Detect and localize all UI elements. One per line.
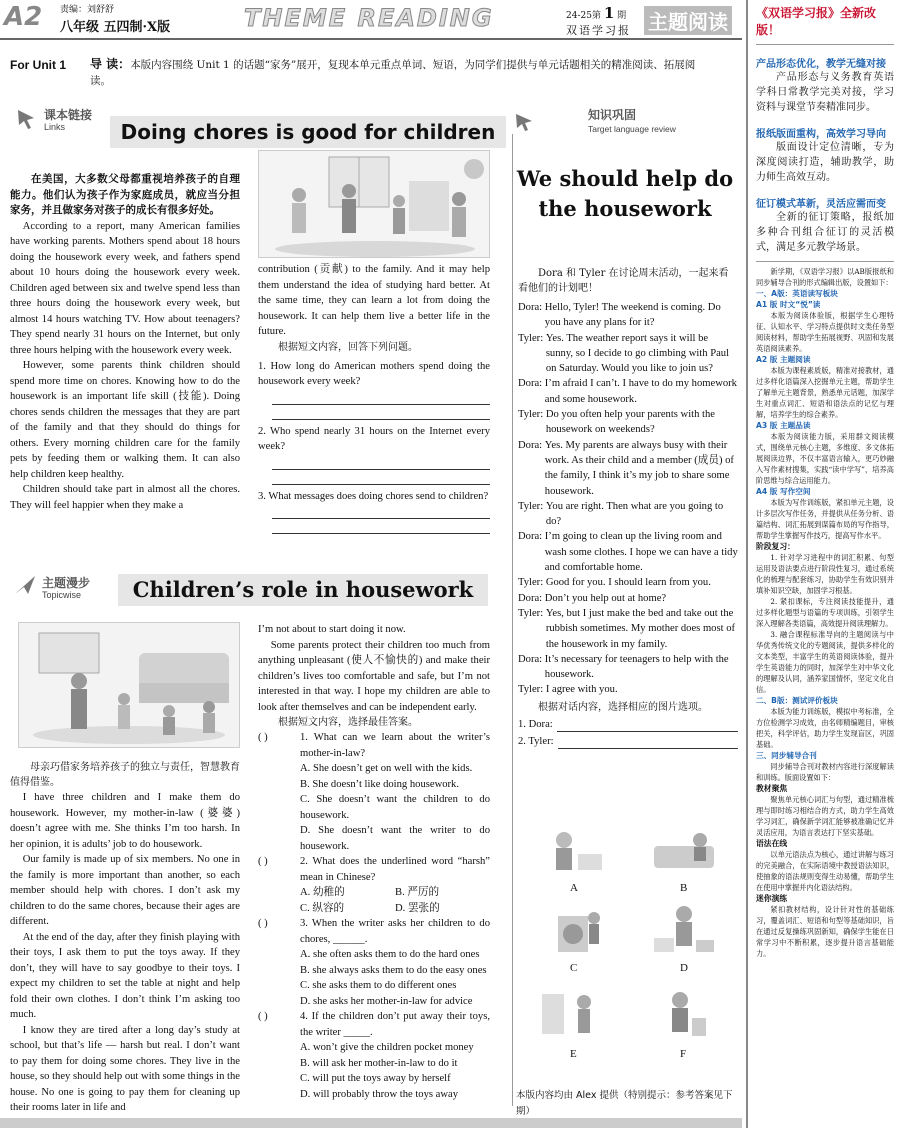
utterance: Good for you. I should learn from you.	[545, 577, 711, 589]
editor-line: 责编：刘舒舒	[60, 5, 115, 15]
sidebar-subheading: 迷你演练	[756, 894, 788, 903]
picture-c[interactable]	[534, 898, 614, 958]
credit-line: 本版内容均由 Alex 提供（特别提示：参考答案见下期）	[516, 1090, 733, 1117]
for-unit-label: For Unit 1	[10, 58, 66, 72]
answer-line[interactable]	[272, 405, 490, 420]
option: D. she asks her mother-in-law for advice	[300, 995, 473, 1007]
issue-num: 1	[603, 4, 615, 22]
utterance: Yes. My parents are always busy with their work. As their child and a member (成员) of the family, I think it’s my job to share some housework.	[544, 439, 734, 497]
sidebar-subheading: 阶段复习：	[756, 542, 795, 551]
article2-para: At the end of the day, after they finish playing with their toys, I ask them to put the toys away. If they don’t, they will have to say goodbye to their toys. I expect my children to set the table at night and help fold their own clothes. I don’t think I’m asking too much.	[10, 931, 240, 1020]
sidebar-heading: 征订模式革新，灵活应需而变	[756, 199, 886, 210]
article1-question	[258, 359, 490, 420]
speaker: Tyler:	[518, 684, 544, 696]
section-sub-links: Links	[44, 122, 66, 132]
footer-bar	[0, 1118, 742, 1128]
paper-name: 双语学习报	[566, 24, 631, 37]
picture-label: A	[570, 882, 578, 894]
option: C. 纵容的	[300, 902, 345, 914]
option-grid	[258, 885, 490, 916]
answer-line[interactable]	[272, 390, 490, 405]
dialog-line	[518, 438, 738, 499]
picture-b[interactable]	[644, 820, 724, 880]
question-text: 1. How long do American mothers spend doing the housework every week?	[258, 360, 490, 387]
article1-summary: 在美国，大多数父母都重视培养孩子的自理能力。他们认为孩子作为家庭成员，就应当分担家务，并且做家务对孩子的成长有很多好处。	[10, 173, 240, 216]
sidebar-subheading: 二、B版：测试评价板块	[756, 696, 838, 705]
dialog-line	[518, 407, 738, 438]
option: D. She doesn’t want the writer to do housework.	[300, 825, 490, 852]
utterance: Yes. The weather report says it will be sunny, so I decide to go climbing with Paul on Saturday. Would you like to join us?	[545, 332, 730, 375]
sidebar-desc: 本版为能力训练版，模拟中考标准，全方位检测学习成效，由名师精编题目，审核把关，科学评估，助力学生发现盲区，巩固基础。	[756, 707, 894, 749]
answer-paren[interactable]: ( )	[258, 732, 268, 743]
picture-label: F	[680, 1048, 687, 1060]
sidebar-desc: 紧扣教材结构，设计针对性的基础练习，覆盖词汇、短语和句型等基础知识，旨在通过反复操练巩固新知，确保学生能在日常学习中不断积累，逐步提升语言基础能力。	[756, 905, 894, 958]
sidebar-desc: 本版为课程素质版，精准对接教材，通过多样化语篇深入挖掘单元主题，帮助学生了解单元主题背景，熟悉单元话题，加深学生对重点词汇、短语和语法点的记忆与理解，培养学生的综合素养。	[756, 366, 894, 419]
sidebar-desc: 2. 紧扣课标，专注阅读技能提升，通过多样化题型与语篇的专项训练，引领学生深入理解各类语篇，高效提升阅读理解力。	[756, 597, 894, 628]
choice-pictures	[520, 816, 730, 1086]
sidebar	[746, 0, 900, 1128]
answer-line[interactable]	[272, 504, 490, 519]
answer-paren[interactable]: ( )	[258, 1011, 268, 1022]
dialog-line	[518, 300, 738, 331]
question-text: 3. What messages does doing chores send to children?	[258, 490, 489, 502]
speaker: Tyler:	[518, 332, 544, 344]
option: B. She doesn’t like doing housework.	[300, 778, 459, 790]
sidebar-subheading: 一、A版：英语读写板块	[756, 289, 838, 298]
dialog-intro: Dora 和 Tyler 在讨论周末活动，一起来看看他们的计划吧！	[518, 268, 729, 294]
sidebar-desc: 3. 融合课程标准导向的主题阅读与中华优秀传统文化的专题阅读，提供多样化的文本类型，丰富学生的英语阅读体验，提升学生英语能力的同时，加深学生对中华文化的理解及认同，涵养家国情怀，坚定文化自信。	[756, 630, 894, 694]
masthead	[0, 0, 742, 40]
picture-label: B	[680, 882, 688, 894]
page-number: A2	[4, 2, 43, 32]
sidebar-text: 产品形态与义务教育英语学科日常教学完美对接，学习资料与课堂节奏精准同步。	[756, 72, 894, 113]
picture-label: C	[570, 962, 578, 974]
children-chores-illustration	[18, 622, 240, 748]
utterance: Hello, Tyler! The weekend is coming. Do you have any plans for it?	[544, 302, 721, 329]
question-stem: 4. If the children don’t put away their toys, the writer _____.	[300, 1011, 490, 1038]
dialog-line	[518, 591, 738, 606]
option: B. will ask her mother-in-law to do it	[300, 1057, 458, 1069]
intro-label: 导 读：	[90, 57, 131, 71]
article1-question	[258, 489, 490, 535]
option: B. she always asks them to do the easy ones	[300, 964, 487, 976]
picture-f[interactable]	[644, 984, 724, 1044]
speaker: Dora:	[518, 653, 543, 665]
answer-label: 1. Dora:	[518, 718, 553, 730]
mc-question	[258, 730, 490, 761]
sidebar-subheading: A3 版 主题品读	[756, 421, 811, 430]
option: A. 幼稚的	[300, 887, 345, 898]
option: B. 严厉的	[395, 887, 440, 898]
option: D. will probably throw the toys away	[300, 1088, 458, 1100]
speaker: Dora:	[518, 378, 543, 390]
picture-d[interactable]	[644, 898, 724, 958]
sidebar-intro: 新学期，《双语学习报》以AB版报纸和同步辅导合刊的形式编辑出版，设置如下：	[756, 267, 894, 287]
question-stem: 1. What can we learn about the writer’s mother-in-law?	[300, 732, 490, 759]
mc-question	[258, 916, 490, 947]
question-text: 2. Who spend nearly 31 hours on the Internet every week?	[258, 425, 490, 452]
family-chores-illustration	[258, 150, 490, 258]
answer-line[interactable]	[272, 470, 490, 485]
sidebar-subheading: A4 版 写作空间	[756, 487, 811, 496]
sidebar-desc: 聚焦单元核心词汇与句型，通过精准梳理与即时练习相结合的方式，助力学生高效学习词汇，确保新学词汇能够被准确记忆并灵活应用，为语言表达打下坚实基础。	[756, 795, 894, 837]
article1-question	[258, 424, 490, 485]
article2-summary: 母亲巧借家务培养孩子的独立与责任，智慧教育值得借鉴。	[10, 762, 240, 788]
answer-line[interactable]	[558, 734, 738, 749]
article2-right-column	[258, 622, 490, 1102]
sidebar-subheading: 语法在线	[756, 839, 788, 848]
sidebar-desc: 本版为阅读能力版，采用群文阅读模式，围绕单元核心主题，多维度、多文体拓展阅读边界，不仅丰富语言输入，更巧妙融入写作素材搜集，实践“读中学写”，培养高阶思维与综合运用能力。	[756, 432, 894, 485]
sidebar-desc: 1. 针对学习进程中的词汇积累、句型运用及语法要点进行阶段性复习，通过系统化的梳理与配套练习，协助学生有效识别并填补知识空缺，加固学习根基。	[756, 553, 894, 595]
dialog-line	[518, 682, 738, 697]
sidebar-subheading: A2 版 主题阅读	[756, 355, 811, 364]
article2-para: I have three children and I make them do housework. However, my mother-in-law (婆婆) doesn’t agree with me. She thinks I’m too harsh. In her opinion, it is adults’ job to do housework.	[10, 792, 240, 850]
review-icon	[514, 110, 536, 132]
sidebar-subheading: 三、同步辅导合刊	[756, 751, 817, 760]
sidebar-title: 《双语学习报》全新改版！	[756, 4, 894, 45]
sidebar-desc: 同步辅导合刊对教材内容进行深度解读和训练。版面设置如下：	[756, 762, 894, 782]
speaker: Tyler:	[518, 607, 544, 619]
dialog-line	[518, 499, 738, 530]
dialog-line	[518, 606, 738, 652]
sidebar-desc: 本版为写作训练版，紧扣单元主题，设计多层次写作任务，并提供从任务分析、语篇结构、词汇拓展到谋篇布局的写作指导，帮助学生掌握写作技巧，提高写作水平。	[756, 498, 894, 540]
speaker: Tyler:	[518, 577, 544, 589]
utterance: I’m going to clean up the living room and wash some clothes. I hope we can have a tidy and comfortable home.	[544, 531, 738, 574]
issue-suffix: 期	[617, 11, 627, 21]
picture-e[interactable]	[534, 984, 614, 1044]
dialog-line	[518, 376, 738, 407]
dialog-line	[518, 575, 738, 590]
sidebar-text: 版面设计定位清晰，专为深度阅读打造，辅助教学，助力师生高效互动。	[756, 142, 894, 183]
article2-left-column	[10, 760, 240, 1116]
section-tag-links: 课本链接	[44, 108, 93, 122]
dialog-line	[518, 529, 738, 575]
article1-para: Children should take part in almost all the chores. They will feel happier when they make a	[10, 484, 240, 511]
article2-instruction: 根据短文内容，选择最佳答案。	[278, 717, 418, 728]
utterance: You are right. Then what are you going to do?	[545, 500, 724, 528]
section-sub-topicwise: Topicwise	[42, 590, 82, 600]
utterance: Yes, but I just make the bed and take out the rubbish sometimes. My mother does most of the housework in my family.	[545, 607, 736, 650]
mc-question	[258, 854, 490, 885]
issue-prefix: 24-25第	[566, 11, 601, 21]
speaker: Tyler:	[518, 500, 544, 512]
option: C. She doesn’t want the children to do housework.	[300, 794, 490, 821]
intro-text	[90, 56, 710, 89]
question-stem: 3. When the writer asks her children to do chores, ______.	[300, 918, 490, 945]
article-title-1: Doing chores is good for children	[110, 116, 506, 148]
sidebar-heading: 报纸版面重构，高效学习导向	[756, 129, 886, 140]
sidebar-heading: 产品形态优化，教学无缝对接	[756, 59, 886, 70]
intro-body: 本版内容围绕 Unit 1 的话题“家务”展开，复现本单元重点单词、短语，为同学们提供与单元话题相关的精准阅读、拓展阅读。	[90, 59, 696, 87]
article1-para: However, some parents think children should spend more time on chores. Knowing how to do the housework is an important life skill (技能). Doing chores sends children the messages that they are part of the family and that they should do things for others. Every morning children care for the family pets by feeding them or walking them. It can also help children keep healthy.	[10, 360, 240, 480]
question-stem: 2. What does the underlined word “harsh” mean in Chinese?	[300, 856, 490, 883]
option: D. 罢张的	[395, 902, 440, 914]
answer-row	[518, 734, 738, 749]
option: A. she often asks them to do the hard ones	[300, 949, 480, 960]
dialog-title: We should help do the housework	[516, 166, 734, 221]
sidebar-text: 全新的征订策略，报纸加多种合刊组合征订的灵活模式，满足多元教学场景。	[756, 212, 894, 253]
dialog	[518, 266, 738, 749]
section-tag-review: 知识巩固	[588, 108, 637, 122]
sidebar-details	[756, 266, 894, 959]
article-title-2: Children’s role in housework	[118, 574, 488, 606]
article1-left-column	[10, 172, 240, 513]
utterance: I’m afraid I can’t. I have to do my homework and some housework.	[544, 378, 737, 405]
topicwise-icon	[12, 572, 38, 598]
picture-a[interactable]	[534, 820, 614, 880]
utterance: Do you often help your parents with the housework on weekends?	[545, 409, 715, 436]
speaker: Dora:	[518, 302, 543, 313]
sidebar-desc: 本版为阅读体验版，根据学生心理特征、认知水平、学习特点提供时文类任务型阅读材料，帮助学生拓展视野、巩固和发展英语阅读素养。	[756, 311, 894, 353]
utterance: It’s necessary for teenagers to help with the housework.	[544, 653, 729, 681]
sidebar-subheading: A1 版 时文“悦”读	[756, 300, 821, 309]
answer-label: 2. Tyler:	[518, 736, 554, 748]
sidebar-subheading: 教材聚焦	[756, 784, 788, 793]
answer-line[interactable]	[557, 717, 738, 732]
article1-para-continued: contribution (贡献) to the family. And it may help them understand the idea of studying hard better. At the same time, they can learn a lot from doing the housework. It can help them live a better life in the future.	[258, 264, 490, 337]
dialog-instruction: 根据对话内容，选择相应的图片选项。	[538, 701, 708, 713]
article1-right-column	[258, 262, 490, 534]
section-sub-review: Target language review	[588, 124, 676, 134]
mc-question	[258, 1009, 490, 1040]
dialog-line	[518, 331, 738, 377]
section-logo: 主题阅读	[644, 6, 732, 35]
issue-number	[566, 4, 626, 22]
speaker: Tyler:	[518, 409, 544, 421]
option: C. she asks them to do different ones	[300, 980, 457, 991]
picture-label: E	[570, 1048, 577, 1060]
article2-para: I know they are tired after a long day’s study at school, but that’s life — harsh but real. I don’t want to pay them for doing some chores. They live in the house, so they should help out with some things in the house. No one is going to pay them for cleaning up their rooms later in life and	[10, 1024, 240, 1113]
article2-para: Our family is made up of six members. No one in the family is more important than another, so each member should help with chores. I don’t ask my children to do the same chores, because their ages are different.	[10, 854, 240, 927]
answer-paren[interactable]: ( )	[258, 918, 268, 929]
links-icon	[14, 106, 40, 132]
picture-label: D	[680, 962, 688, 974]
article2-para-continued: I’m not about to start doing it now.	[258, 624, 406, 635]
dialog-line	[518, 652, 738, 683]
option: A. won’t give the children pocket money	[300, 1042, 474, 1053]
theme-title: THEME READING	[244, 4, 494, 32]
utterance: Don’t you help out at home?	[544, 592, 667, 604]
answer-line[interactable]	[272, 455, 490, 470]
article2-para: Some parents protect their children too much from anything unpleasant (使人不愉快的) and make their children’s lives too comfortable and safe, but I’m not interested in that way. I hope my children are able to look after themselves and can be independent early.	[258, 639, 490, 713]
section-tag-topicwise: 主题漫步	[42, 576, 91, 590]
article1-para: According to a report, many American families have working parents. Mothers spend about 18 hours doing the housework every week, and fathers spend about 10 hours doing the housework every week. Children aged between six and twelve spend less than three hours doing the housework every week, but almost 14 hours watching TV. How about teenagers? They spend nearly 31 hours on the Internet, but only three hours helping with the housework every week.	[10, 220, 240, 356]
answer-line[interactable]	[272, 519, 490, 534]
utterance: I agree with you.	[545, 684, 618, 696]
grade-edition: 八年级 五四制·X版	[60, 20, 171, 35]
article1-instruction: 根据短文内容，回答下列问题。	[278, 341, 418, 353]
answer-paren[interactable]: ( )	[258, 856, 268, 867]
speaker: Dora:	[518, 439, 543, 451]
speaker: Dora:	[518, 592, 543, 604]
option: A. She doesn’t get on well with the kids.	[300, 763, 473, 774]
speaker: Dora:	[518, 531, 543, 543]
answer-row	[518, 717, 738, 732]
option: C. will put the toys away by herself	[300, 1073, 451, 1084]
sidebar-desc: 以单元语法点为核心，通过讲解与练习的完美融合，在实际语境中教授语法知识，使抽象的语法规则变得生动易懂，帮助学生在使用中掌握并内化语法结构。	[756, 850, 894, 892]
